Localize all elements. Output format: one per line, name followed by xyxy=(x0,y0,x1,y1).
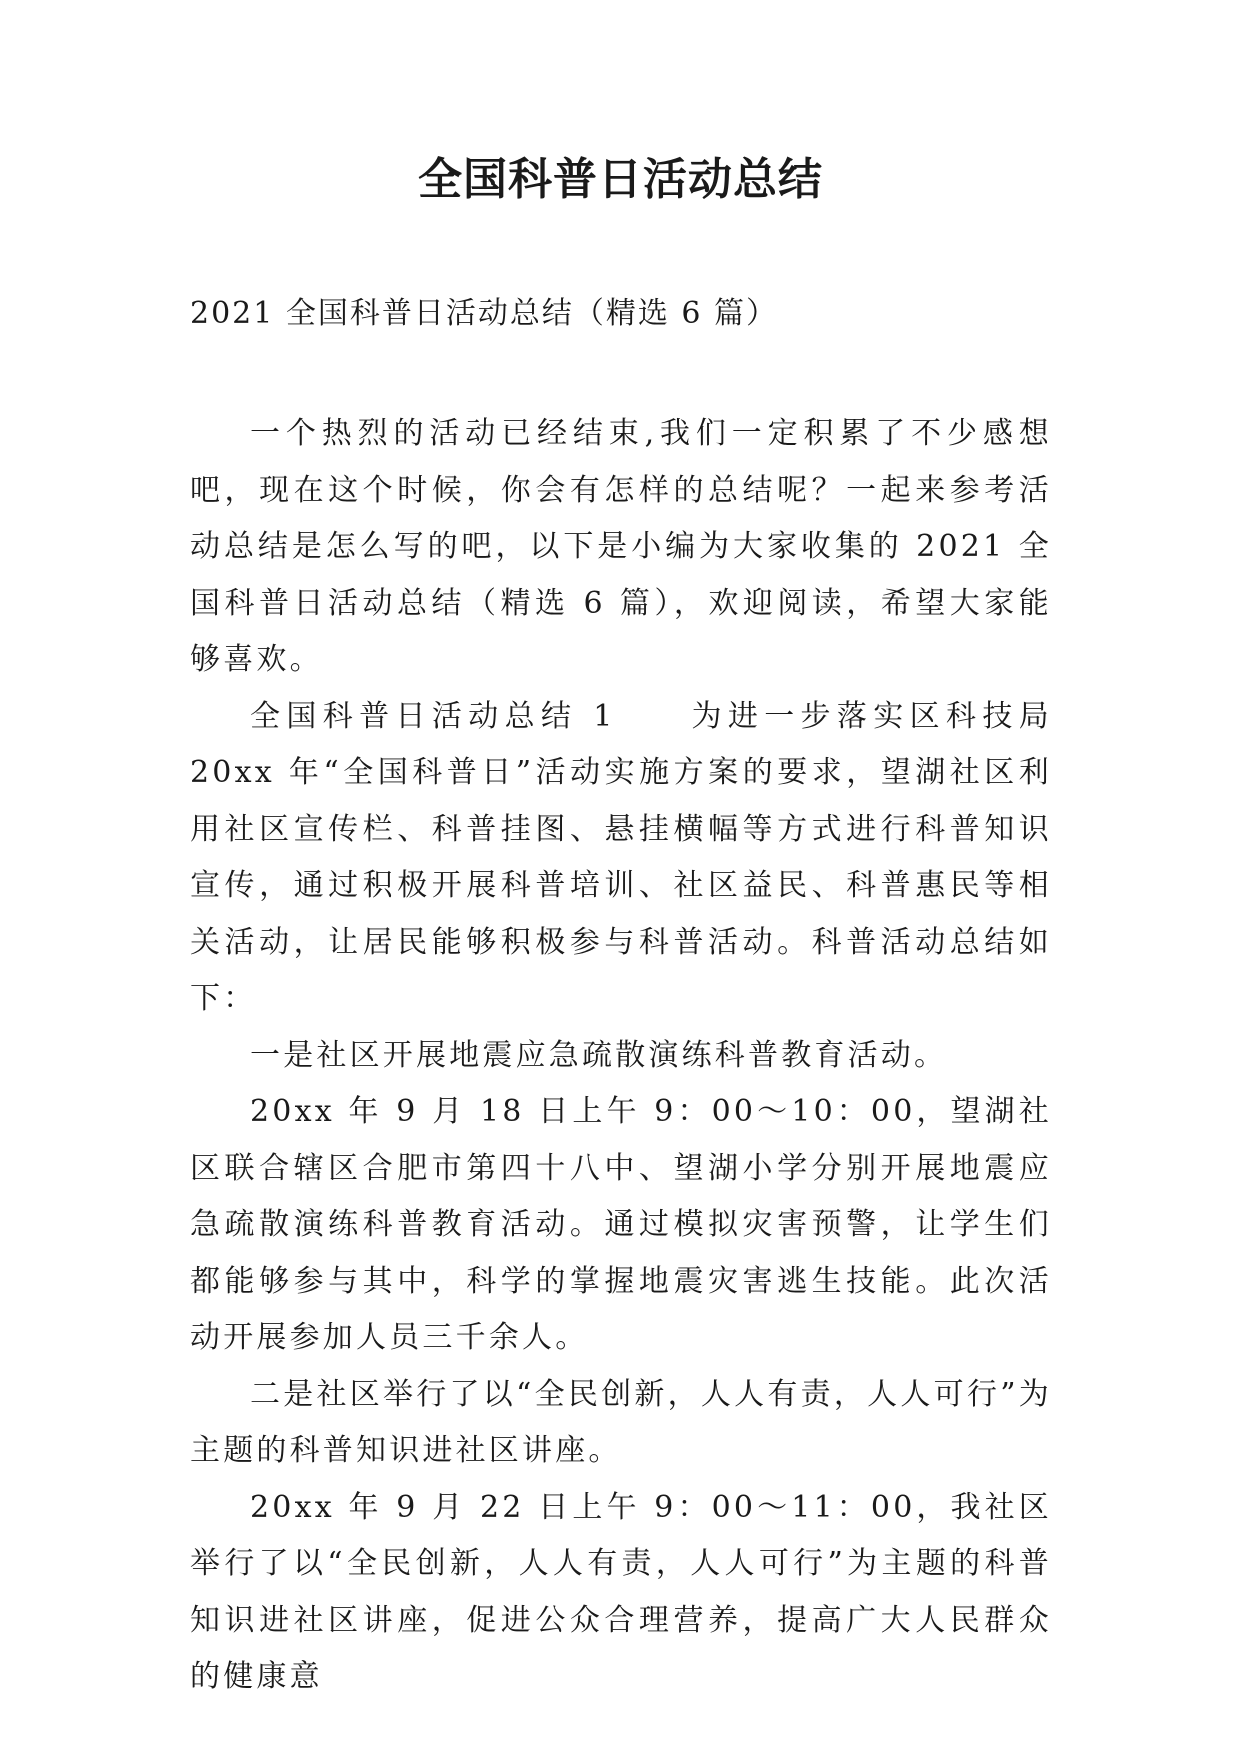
paragraph-summary-1: 全国科普日活动总结 1 为进一步落实区科技局 20xx 年“全国科普日”活动实施方案的要求，望湖社区利用社区宣传栏、科普挂图、悬挂横幅等方式进行科普知识宣传，通过积极开展科普培训、社区益民、科普惠民等相关活动，让居民能够积极参与科普活动。科普活动总结如下： xyxy=(190,698,1052,1016)
paragraph-item-1-heading: 一是社区开展地震应急疏散演练科普教育活动。 xyxy=(250,1037,948,1073)
document-title: 全国科普日活动总结 xyxy=(418,154,823,205)
document-body xyxy=(190,406,1052,1706)
paragraph-item-2-detail: 20xx 年 9 月 22 日上午 9：00～11：00，我社区举行了以“全民创新，人人有责，人人可行”为主题的科普知识进社区讲座，促进公众合理营养，提高广大人民群众的健康意 xyxy=(190,1489,1052,1694)
document-subtitle: 2021 全国科普日活动总结（精选 6 篇） xyxy=(190,296,779,331)
paragraph-item-2-heading: 二是社区举行了以“全民创新，人人有责，人人可行”为主题的科普知识进社区讲座。 xyxy=(190,1376,1052,1468)
paragraph-intro: 一个热烈的活动已经结束,我们一定积累了不少感想吧，现在这个时候，你会有怎样的总结呢？一起来参考活动总结是怎么写的吧，以下是小编为大家收集的 2021 全国科普日活动总结（精选 6 篇），欢迎阅读，希望大家能够喜欢。 xyxy=(190,416,1052,677)
paragraph-item-1-detail: 20xx 年 9 月 18 日上午 9：00～10：00，望湖社区联合辖区合肥市第四十八中、望湖小学分别开展地震应急疏散演练科普教育活动。通过模拟灾害预警，让学生们都能够参与其中，科学的掌握地震灾害逃生技能。此次活动开展参加人员三千余人。 xyxy=(190,1094,1052,1355)
